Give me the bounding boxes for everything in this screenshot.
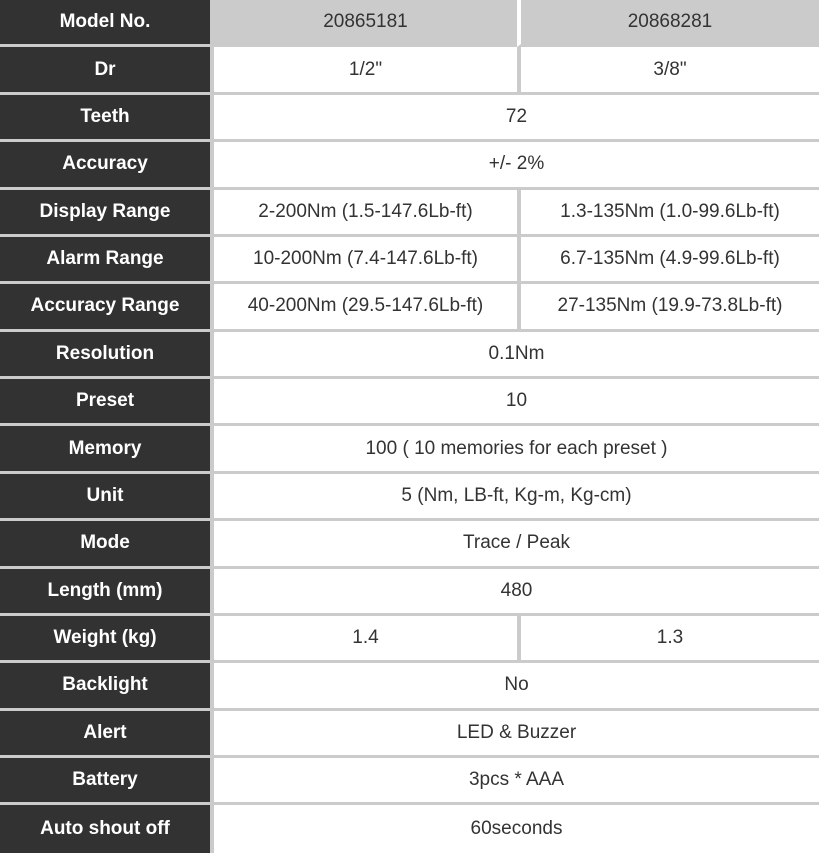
row-label: Accuracy	[0, 142, 210, 189]
value-cell: Trace / Peak	[210, 521, 819, 568]
table-row	[0, 805, 819, 852]
value-cell: 1.3	[517, 616, 819, 663]
value-cell: 60seconds	[210, 805, 819, 852]
row-label: Resolution	[0, 332, 210, 379]
table-row	[0, 663, 819, 710]
value-cell: 40-200Nm (29.5-147.6Lb-ft)	[210, 284, 517, 331]
model-number-cell: 20865181	[210, 0, 517, 47]
table-header-row	[0, 0, 819, 47]
value-cell: 3pcs * AAA	[210, 758, 819, 805]
table-row	[0, 616, 819, 663]
row-label: Memory	[0, 426, 210, 473]
table-row	[0, 47, 819, 94]
row-label: Model No.	[0, 0, 210, 47]
table-row	[0, 237, 819, 284]
table-row	[0, 711, 819, 758]
value-cell: 72	[210, 95, 819, 142]
row-label: Dr	[0, 47, 210, 94]
row-label: Auto shout off	[0, 805, 210, 852]
value-cell: 2-200Nm (1.5-147.6Lb-ft)	[210, 190, 517, 237]
value-cell: 1/2"	[210, 47, 517, 94]
value-cell: 10-200Nm (7.4-147.6Lb-ft)	[210, 237, 517, 284]
row-label: Display Range	[0, 190, 210, 237]
value-cell: 1.4	[210, 616, 517, 663]
table-row	[0, 521, 819, 568]
table-row	[0, 284, 819, 331]
row-label: Unit	[0, 474, 210, 521]
table-row	[0, 379, 819, 426]
table-row	[0, 190, 819, 237]
table-row	[0, 332, 819, 379]
model-number-cell: 20868281	[517, 0, 819, 47]
value-cell: 100 ( 10 memories for each preset )	[210, 426, 819, 473]
row-label: Teeth	[0, 95, 210, 142]
value-cell: 480	[210, 569, 819, 616]
table-row	[0, 758, 819, 805]
row-label: Alarm Range	[0, 237, 210, 284]
value-cell: 3/8"	[517, 47, 819, 94]
value-cell: +/- 2%	[210, 142, 819, 189]
table-row	[0, 142, 819, 189]
table-row	[0, 426, 819, 473]
value-cell: LED & Buzzer	[210, 711, 819, 758]
value-cell: 6.7-135Nm (4.9-99.6Lb-ft)	[517, 237, 819, 284]
row-label: Battery	[0, 758, 210, 805]
row-label: Alert	[0, 711, 210, 758]
row-label: Backlight	[0, 663, 210, 710]
row-label: Length (mm)	[0, 569, 210, 616]
row-label: Accuracy Range	[0, 284, 210, 331]
table-row	[0, 569, 819, 616]
row-label: Preset	[0, 379, 210, 426]
value-cell: 10	[210, 379, 819, 426]
value-cell: 5 (Nm, LB-ft, Kg-m, Kg-cm)	[210, 474, 819, 521]
row-label: Weight (kg)	[0, 616, 210, 663]
row-label: Mode	[0, 521, 210, 568]
table-row	[0, 474, 819, 521]
value-cell: 27-135Nm (19.9-73.8Lb-ft)	[517, 284, 819, 331]
value-cell: 0.1Nm	[210, 332, 819, 379]
value-cell: No	[210, 663, 819, 710]
value-cell: 1.3-135Nm (1.0-99.6Lb-ft)	[517, 190, 819, 237]
table-row	[0, 95, 819, 142]
